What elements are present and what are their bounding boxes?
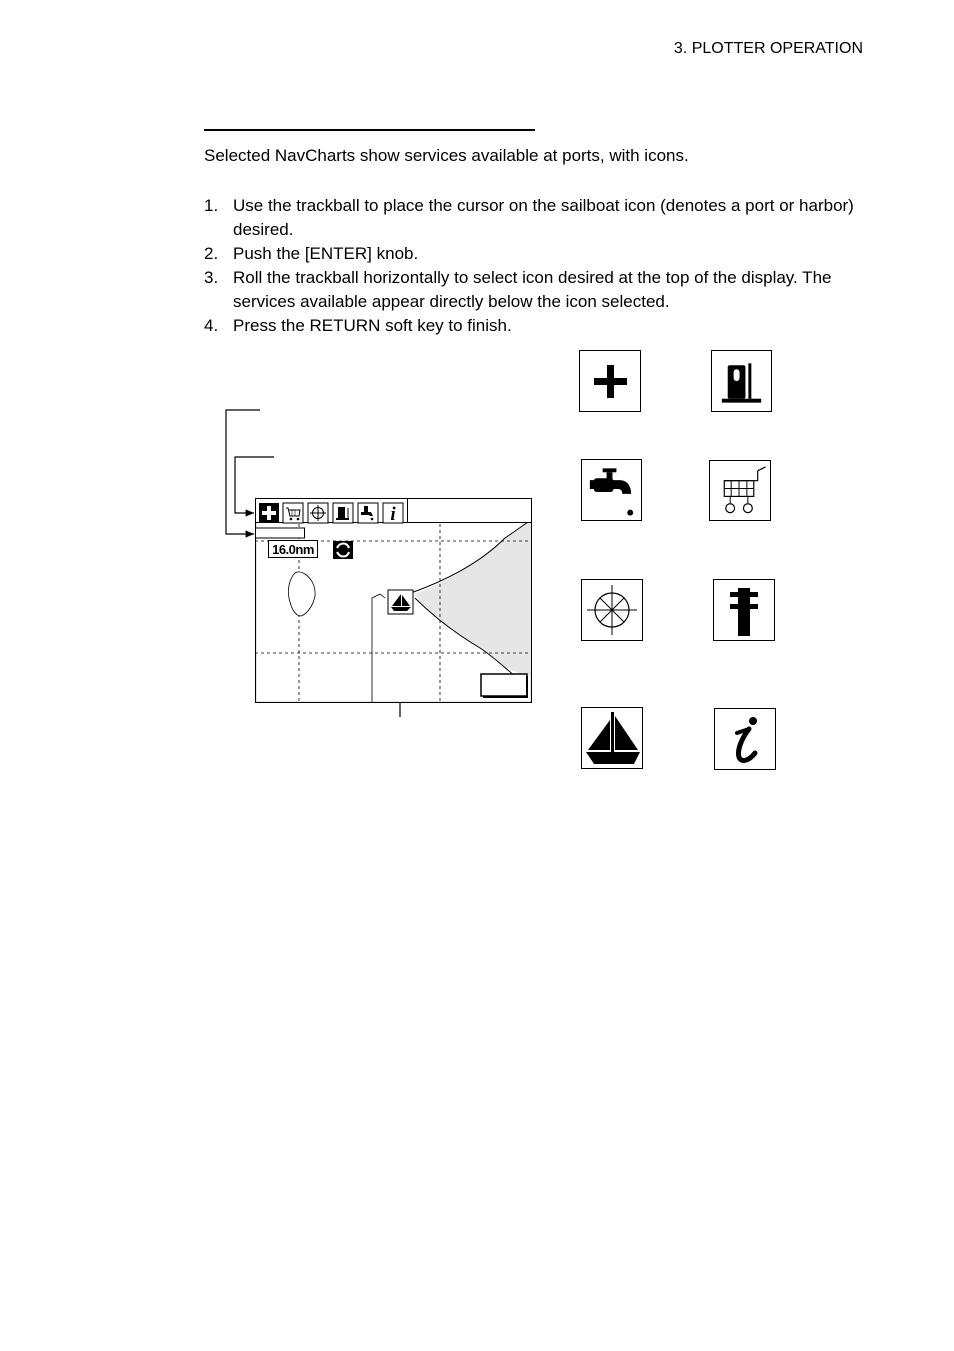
step-text: Roll the trackball horizontally to select icon desired at the top of the display. The services available appear directly below the icon selected. xyxy=(233,268,832,311)
soft-key-box xyxy=(481,674,527,696)
fuel-pump-icon xyxy=(711,350,772,412)
port-sailboat-icon xyxy=(388,590,413,614)
compass-icon xyxy=(581,579,643,641)
sailboat-icon xyxy=(581,707,643,769)
toolbar-water-tap-icon xyxy=(358,503,378,523)
shopping-cart-icon xyxy=(709,460,771,521)
toolbar-compass-icon xyxy=(308,503,328,523)
step-number: 3. xyxy=(204,268,219,287)
step-number: 2. xyxy=(204,244,219,263)
toolbar-fuel-pump-icon xyxy=(333,503,353,523)
step-text: Use the trackball to place the cursor on the sailboat icon (denotes a port or harbor) desired. xyxy=(233,196,854,239)
toolbar-first-aid-icon xyxy=(259,503,279,523)
toolbar-shopping-cart-icon xyxy=(283,503,303,523)
step-number: 4. xyxy=(204,316,219,335)
step-text: Press the RETURN soft key to finish. xyxy=(233,316,512,335)
first-aid-icon xyxy=(579,350,641,412)
water-tap-icon xyxy=(581,459,642,521)
chart-screen xyxy=(255,498,532,703)
svg-text:i: i xyxy=(390,504,396,525)
own-ship-icon xyxy=(333,541,353,559)
toolbar-info-icon xyxy=(383,503,403,525)
intro-paragraph: Selected NavCharts show services available at ports, with icons. xyxy=(204,146,689,165)
info-icon xyxy=(714,708,776,770)
step-text: Push the [ENTER] knob. xyxy=(233,244,419,263)
page-header: 3. PLOTTER OPERATION xyxy=(673,40,863,57)
bollard-icon xyxy=(713,579,775,641)
range-readout: 16.0nm xyxy=(268,540,318,558)
step-number: 1. xyxy=(204,196,219,215)
